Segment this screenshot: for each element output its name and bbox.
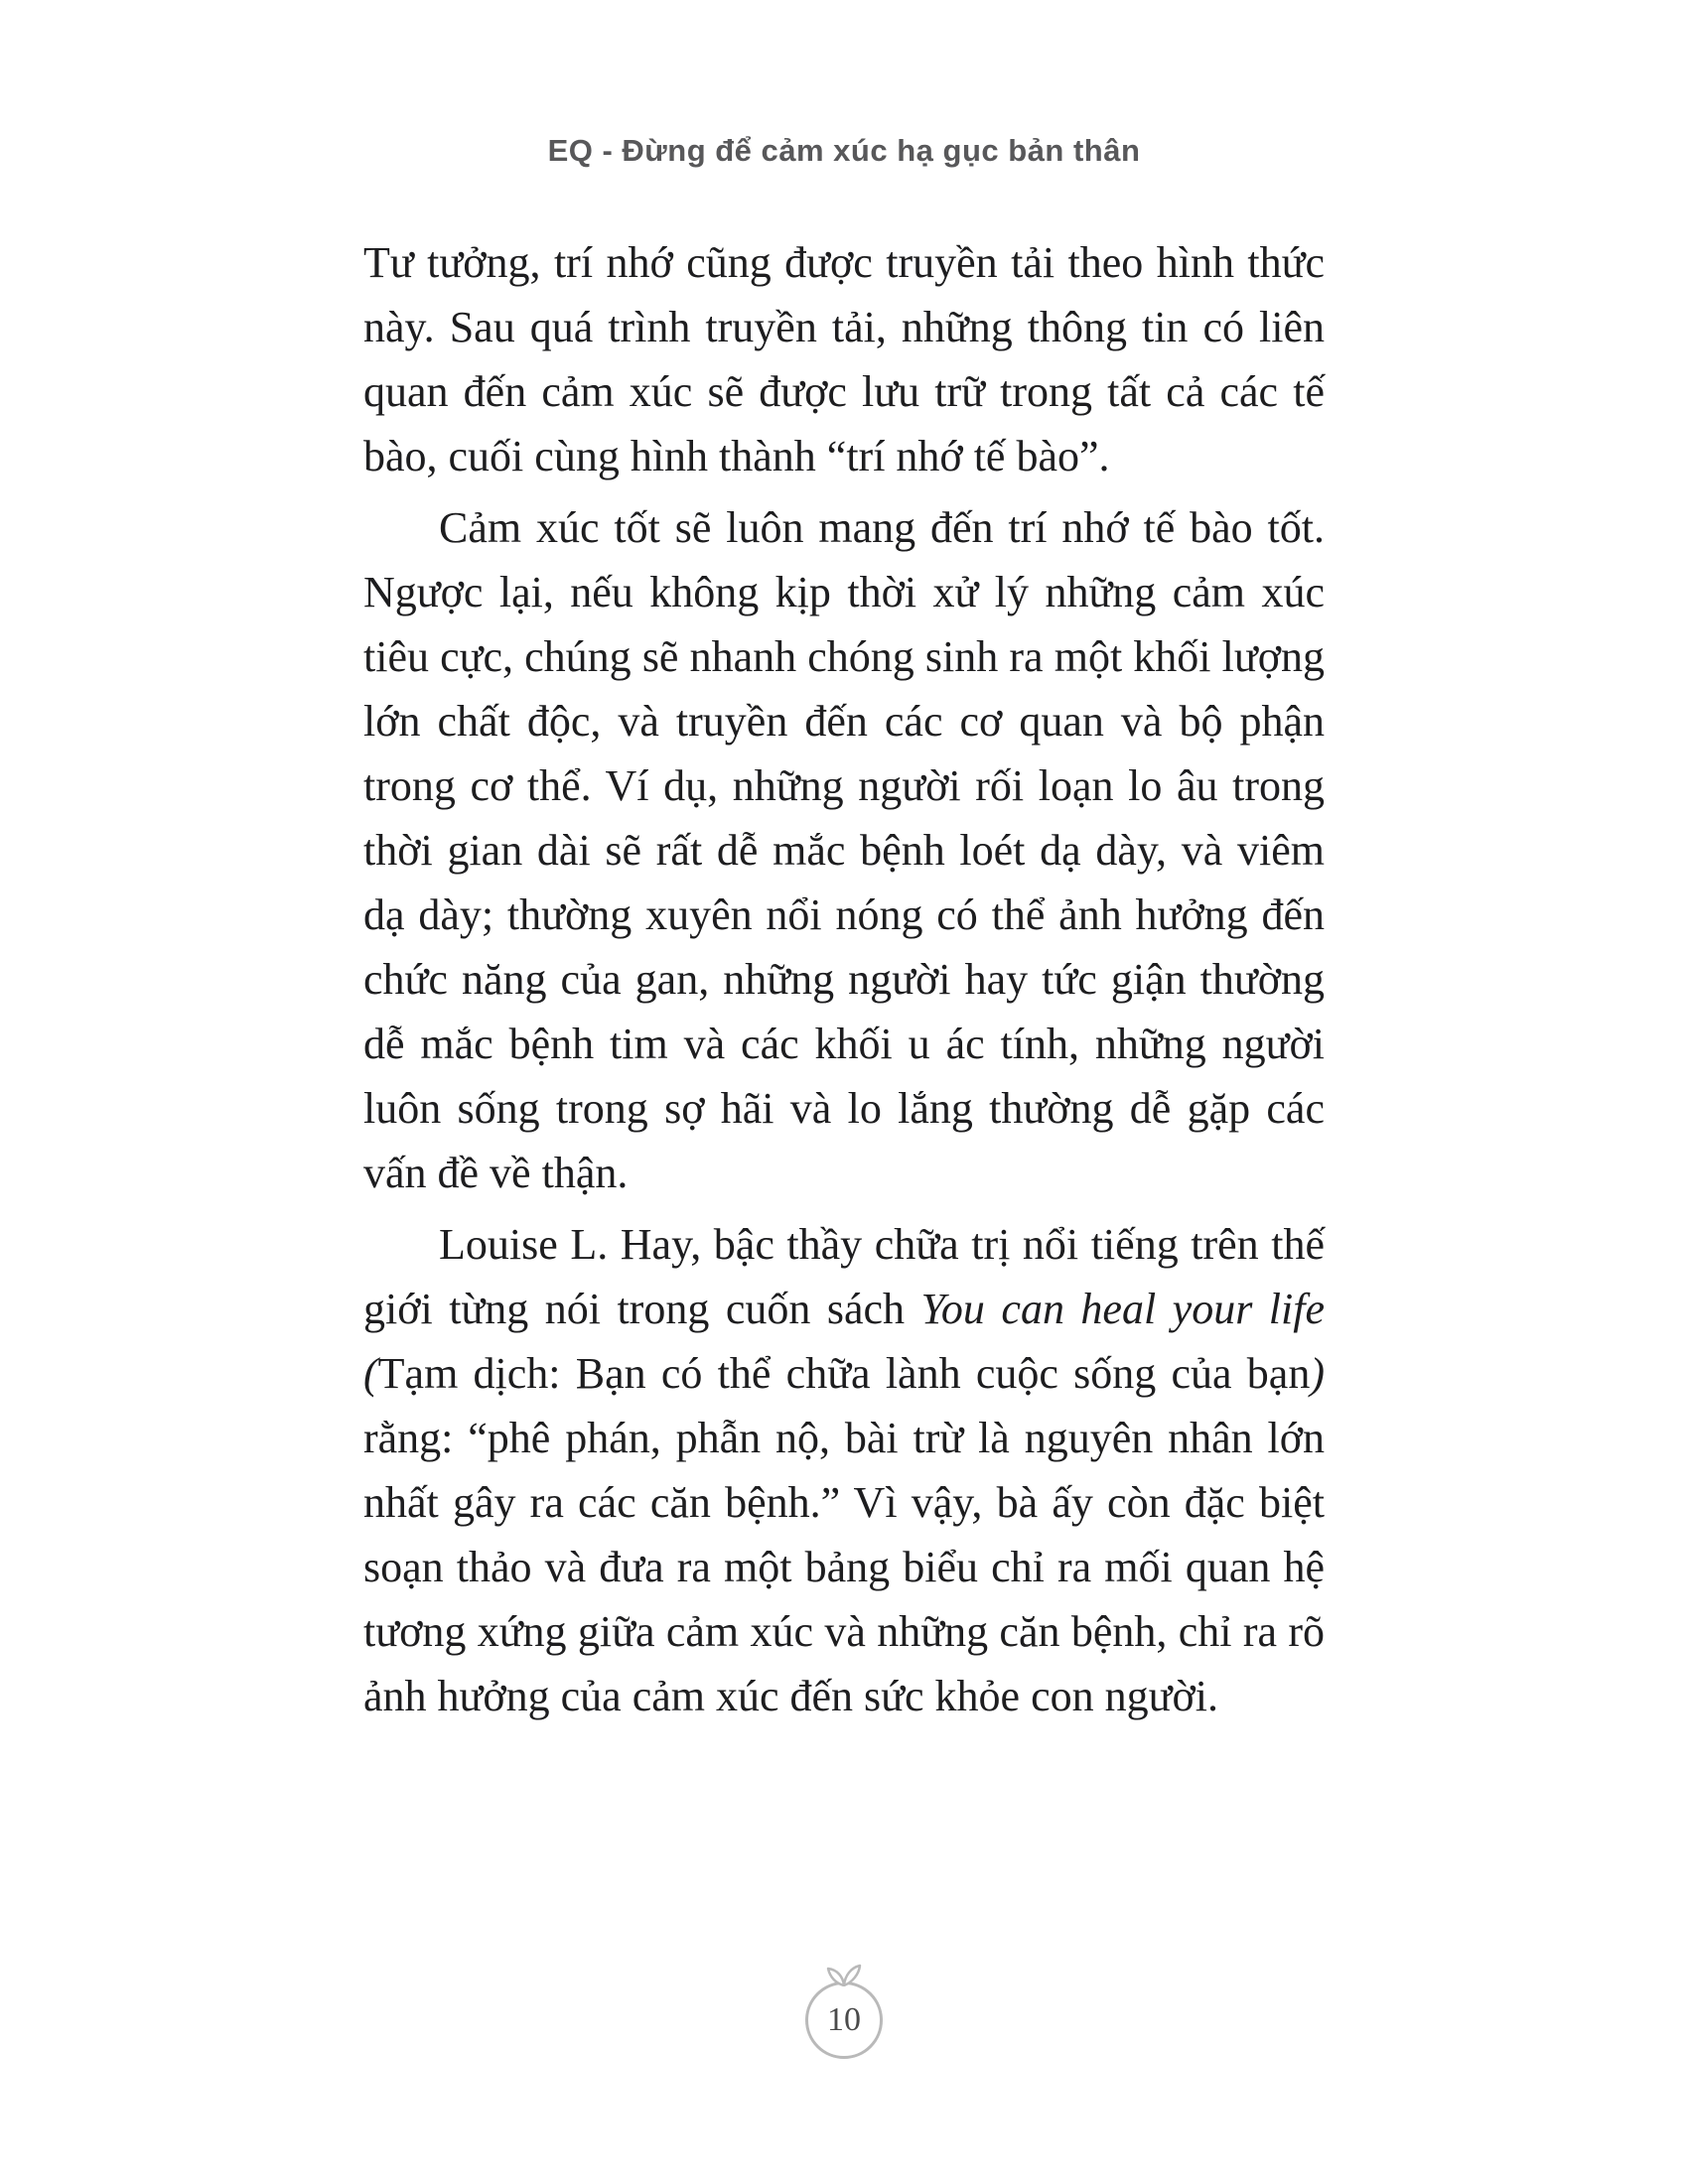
leaf-icon bbox=[822, 1961, 866, 1986]
page-number: 10 bbox=[805, 1981, 883, 2059]
page-number-badge bbox=[805, 1981, 883, 2059]
paragraph: Louise L. Hay, bậc thầy chữa trị nổi tiếng trên thế giới từng nói trong cuốn sách You can heal your life (Tạm dịch: Bạn có thể chữa lành cuộc sống của bạn) rằng: “phê phán, phẫn nộ, bài trừ là nguyên nhân lớn nhất gây ra các căn bệnh.” Vì vậy, bà ấy còn đặc biệt soạn thảo và đưa ra một bảng biểu chỉ ra mối quan hệ tương xứng giữa cảm xúc và những căn bệnh, chỉ ra rõ ảnh hưởng của cảm xúc đến sức khỏe con người. bbox=[363, 1220, 1325, 1720]
running-header: EQ - Đừng để cảm xúc hạ gục bản thân bbox=[547, 133, 1141, 168]
page-body bbox=[363, 230, 1325, 1735]
paragraph: Cảm xúc tốt sẽ luôn mang đến trí nhớ tế bào tốt. Ngược lại, nếu không kịp thời xử lý những cảm xúc tiêu cực, chúng sẽ nhanh chóng sinh ra một khối lượng lớn chất độc, và truyền đến các cơ quan và bộ phận trong cơ thể. Ví dụ, những người rối loạn lo âu trong thời gian dài sẽ rất dễ mắc bệnh loét dạ dày, và viêm dạ dày; thường xuyên nổi nóng có thể ảnh hưởng đến chức năng của gan, những người hay tức giận thường dễ mắc bệnh tim và các khối u ác tính, những người luôn sống trong sợ hãi và lo lắng thường dễ gặp các vấn đề về thận. bbox=[363, 503, 1325, 1197]
paragraph: Tư tưởng, trí nhớ cũng được truyền tải theo hình thức này. Sau quá trình truyền tải, những thông tin có liên quan đến cảm xúc sẽ được lưu trữ trong tất cả các tế bào, cuối cùng hình thành “trí nhớ tế bào”. bbox=[363, 238, 1325, 480]
